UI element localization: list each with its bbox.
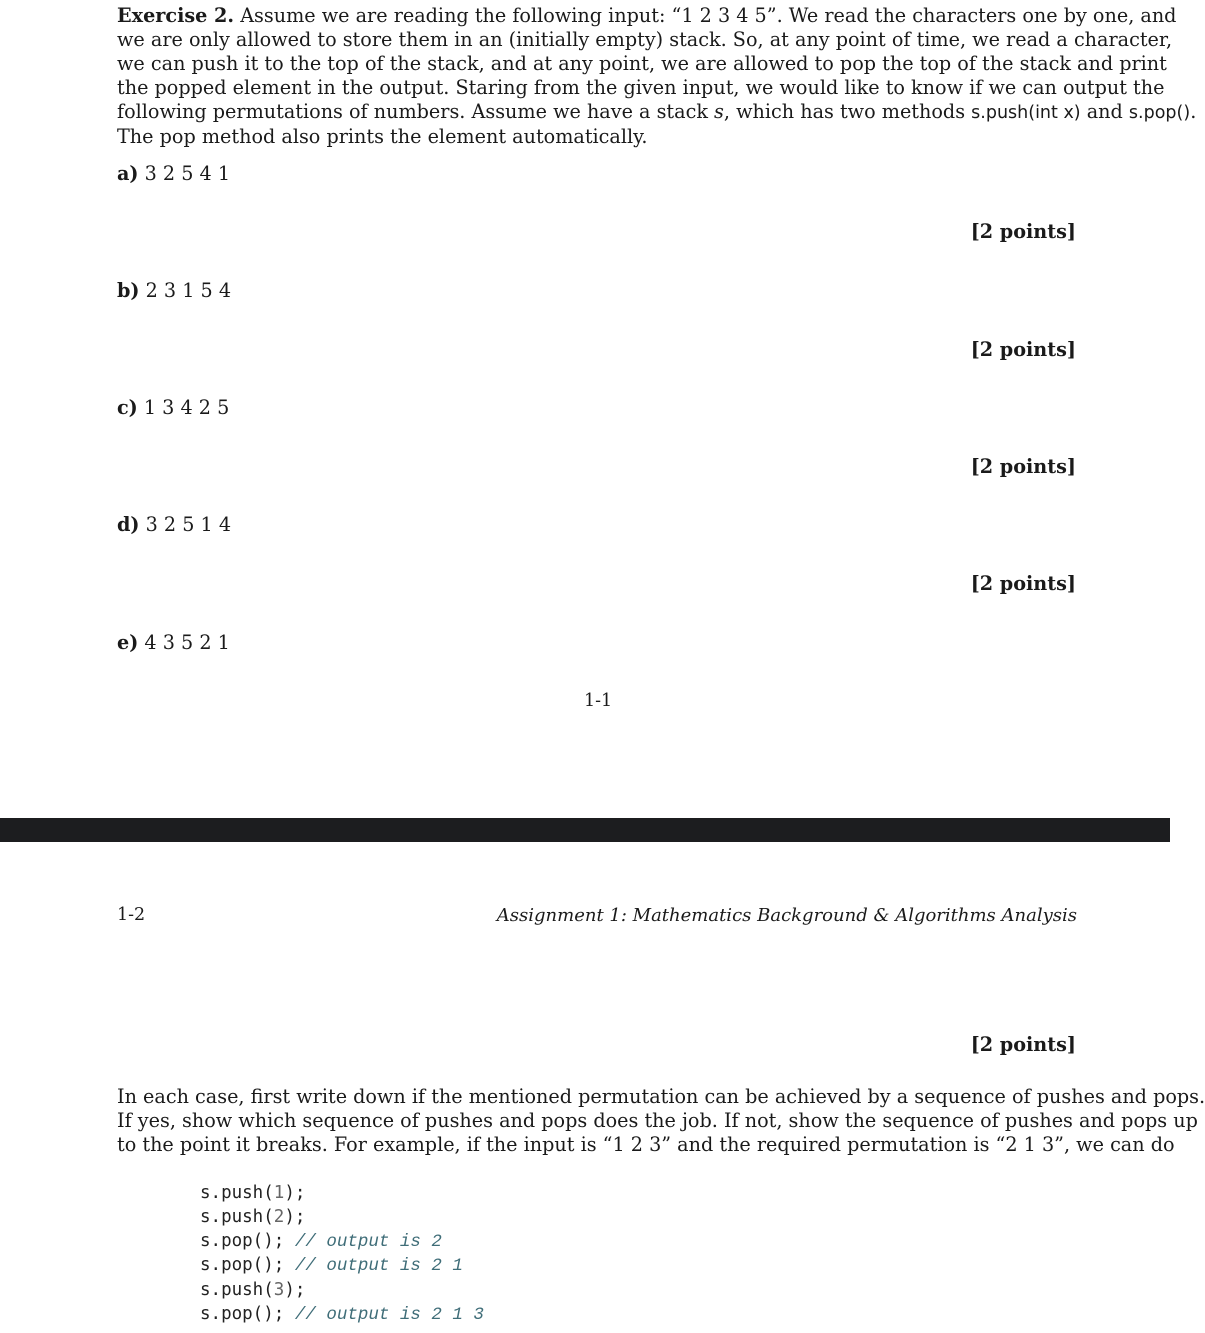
instructions-paragraph bbox=[117, 1085, 1205, 1157]
permutation-b: 2 3 1 5 4 bbox=[145, 279, 232, 302]
instructions-line-1: In each case, first write down if the mentioned permutation can be achieved by a sequence of pushes and pops. bbox=[117, 1085, 1205, 1108]
page-2 bbox=[0, 842, 1205, 1333]
exercise-line-5: following permutations of numbers. Assume we have a stack s, which has two methods s.push(int x) and s.pop(). bbox=[117, 100, 1197, 123]
permutation-d: 3 2 5 1 4 bbox=[145, 513, 232, 536]
code-line: s.push(2); bbox=[200, 1206, 306, 1227]
points-a: [2 points] bbox=[970, 220, 1076, 243]
instructions-line-2: If yes, show which sequence of pushes and pops does the job. If not, show the sequence of pushes and pops up bbox=[117, 1109, 1198, 1132]
code-comment: // output is 2 bbox=[294, 1231, 442, 1252]
exercise-label: Exercise 2. bbox=[117, 4, 235, 27]
page-2-header-number: 1-2 bbox=[117, 905, 146, 925]
item-a: a) 3 2 5 4 1 bbox=[117, 162, 231, 185]
points-e: [2 points] bbox=[970, 1033, 1076, 1056]
exercise-line-3: we can push it to the top of the stack, and at any point, we are allowed to pop the top of the stack and print bbox=[117, 52, 1167, 75]
item-d: d) 3 2 5 1 4 bbox=[117, 513, 232, 536]
push-method: s.push(int x) bbox=[971, 103, 1081, 123]
points-b: [2 points] bbox=[970, 338, 1076, 361]
exercise-line-2: we are only allowed to store them in an (initially empty) stack. So, at any point of time, we read a character, bbox=[117, 28, 1173, 51]
code-comment: // output is 2 1 3 bbox=[294, 1304, 484, 1325]
exercise-line-6: The pop method also prints the element automatically. bbox=[117, 125, 648, 148]
exercise-line-1: Exercise 2. Assume we are reading the following input: “1 2 3 4 5”. We read the characters one by one, and bbox=[117, 4, 1177, 27]
code-comment: // output is 2 1 bbox=[294, 1256, 463, 1277]
code-line: s.pop(); // output is 2 1 bbox=[200, 1255, 463, 1277]
permutation-c: 1 3 4 2 5 bbox=[143, 396, 230, 419]
code-line: s.pop(); // output is 2 bbox=[200, 1230, 442, 1252]
example-code-block bbox=[200, 1182, 484, 1328]
permutation-e: 4 3 5 2 1 bbox=[144, 631, 230, 654]
page-2-header-title: Assignment 1: Mathematics Background & Algorithms Analysis bbox=[496, 905, 1077, 926]
code-line: s.push(3); bbox=[200, 1280, 306, 1301]
permutation-a: 3 2 5 4 1 bbox=[144, 162, 231, 185]
page-1-footer-number: 1-1 bbox=[584, 691, 613, 711]
exercise-line-4: the popped element in the output. Staring from the given input, we would like to know if we can output the bbox=[117, 76, 1165, 99]
item-b: b) 2 3 1 5 4 bbox=[117, 279, 232, 302]
points-d: [2 points] bbox=[970, 572, 1076, 595]
item-c: c) 1 3 4 2 5 bbox=[117, 396, 230, 419]
code-line: s.push(1); bbox=[200, 1183, 306, 1203]
pop-method: s.pop() bbox=[1128, 103, 1191, 123]
points-c: [2 points] bbox=[970, 455, 1076, 478]
instructions-line-3: to the point it breaks. For example, if the input is “1 2 3” and the required permutation is “2 1 3”, we can do bbox=[117, 1133, 1175, 1156]
exercise-paragraph bbox=[117, 4, 1197, 149]
stack-variable: s bbox=[714, 100, 724, 123]
code-line: s.pop(); // output is 2 1 3 bbox=[200, 1303, 484, 1325]
page-divider bbox=[0, 818, 1170, 842]
item-e: e) 4 3 5 2 1 bbox=[117, 631, 230, 654]
